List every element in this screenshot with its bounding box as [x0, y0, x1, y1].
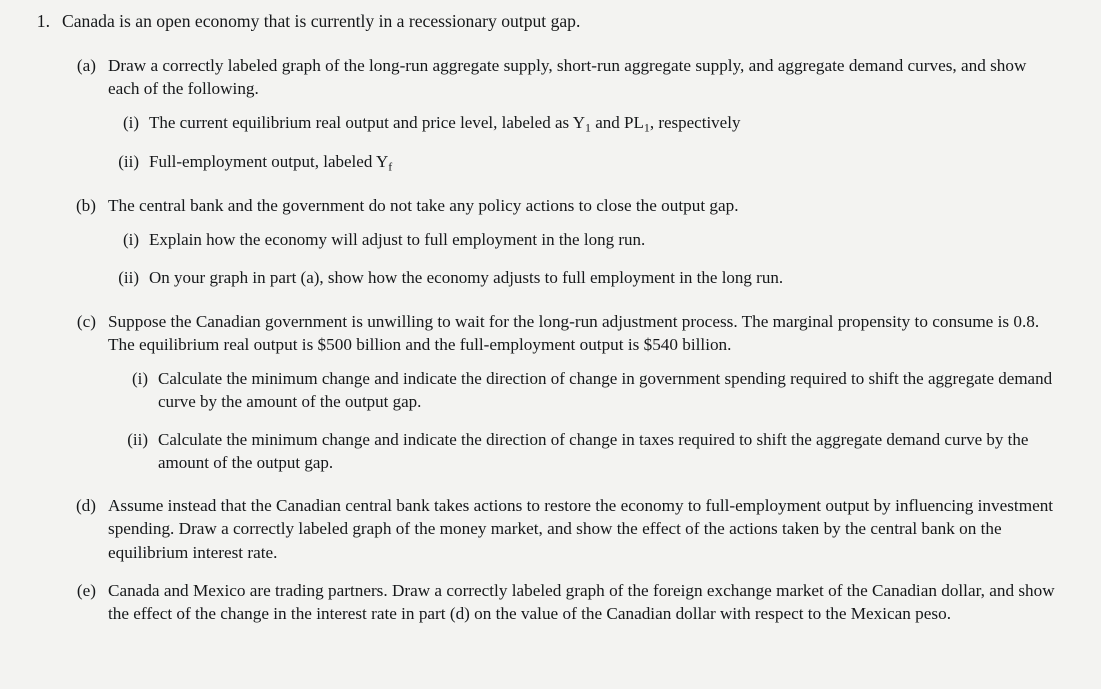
spacer: [0, 174, 1061, 194]
part-c-subpart-i-marker: (i): [131, 368, 148, 388]
question-item-1: [36, 10, 1061, 34]
part-a-subpart-ii: [113, 151, 1061, 174]
part-d: [66, 494, 1061, 563]
part-b-subpart-i: [113, 229, 1061, 252]
part-a-marker: (a): [76, 55, 96, 75]
spacer: [0, 474, 1061, 494]
variable-y1-subscript: 1: [585, 120, 591, 135]
spacer: [0, 34, 1061, 54]
spacer: [0, 252, 1061, 267]
spacer: [0, 136, 1061, 151]
part-c-subpart-ii-marker: (ii): [127, 429, 148, 449]
part-b-subpart-i-marker: (i): [122, 229, 139, 249]
part-d-marker: (d): [75, 496, 96, 516]
spacer: [0, 217, 1061, 229]
part-a-text: Draw a correctly labeled graph of the long-run aggregate supply, short-run aggregate supply, and aggregate demand curves, and show each of the following.: [108, 55, 1027, 99]
part-c-subpart-ii-text: Calculate the minimum change and indicate the direction of change in taxes required to shift the aggregate demand curve by the amount of the output gap.: [158, 429, 1029, 472]
part-b-marker: (b): [75, 195, 96, 215]
part-a-subpart-ii-text: [149, 151, 1061, 174]
spacer: [0, 100, 1061, 112]
part-b-subpart-ii: [113, 267, 1061, 290]
part-a: [66, 54, 1061, 100]
part-b-text: The central bank and the government do not take any policy actions to close the output gap.: [108, 195, 739, 215]
part-b-subpart-ii-text: On your graph in part (a), show how the economy adjusts to full employment in the long run.: [149, 267, 784, 287]
spacer: [0, 290, 1061, 310]
part-e-text: Canada and Mexico are trading partners. Draw a correctly labeled graph of the foreign exchange market of the Canadian dollar, and show the effect of the change in the interest rate in part (d) on the value of the Canadian dollar with respect to the Mexican peso.: [108, 580, 1055, 623]
part-c-subpart-ii: [122, 429, 1061, 475]
variable-y1-base: Y: [572, 113, 586, 133]
variable-y1: [572, 113, 591, 135]
text-after: , respectively: [649, 113, 741, 133]
variable-pl1-subscript: 1: [643, 120, 650, 135]
spacer: [0, 564, 1061, 579]
text-before: The current equilibrium real output and price level, labeled as: [149, 113, 573, 133]
part-e-marker: (e): [76, 580, 96, 600]
question-number: 1.: [36, 11, 50, 31]
part-a-subpart-i-text: [149, 112, 1061, 135]
part-b-subpart-ii-marker: (ii): [118, 267, 139, 287]
spacer: [0, 356, 1061, 368]
part-a-subpart-i-marker: (i): [122, 113, 139, 133]
part-c-marker: (c): [76, 311, 96, 331]
part-a-subpart-ii-marker: (ii): [118, 151, 139, 171]
question-stem: Canada is an open economy that is currently in a recessionary output gap.: [62, 11, 581, 31]
part-c-text: Suppose the Canadian government is unwilling to wait for the long-run adjustment process. The marginal propensity to consume is 0.8. The equilibrium real output is $500 billion and the full-employment output is $540 billion.: [108, 311, 1040, 354]
part-a-subpart-i: [113, 112, 1061, 135]
spacer: [0, 414, 1061, 429]
text-before: Full-employment output, labeled: [149, 151, 376, 171]
part-c: [66, 310, 1061, 356]
part-b-subpart-i-text: Explain how the economy will adjust to full employment in the long run.: [149, 229, 646, 249]
variable-pl1-base: PL: [624, 113, 644, 133]
part-c-subpart-i-text: Calculate the minimum change and indicate the direction of change in government spending required to shift the aggregate demand curve by the amount of the output gap.: [158, 368, 1053, 411]
variable-yf-subscript: f: [388, 158, 393, 173]
part-b: [66, 194, 1061, 217]
variable-yf-base: Y: [375, 151, 389, 171]
part-d-text: Assume instead that the Canadian central bank takes actions to restore the economy to full-employment output by influencing investment spending. Draw a correctly labeled graph of the money market, and show the effect of the actions taken by the central bank on the equilibrium interest rate.: [108, 496, 1054, 562]
part-e: [66, 579, 1061, 625]
text-middle: and: [590, 113, 625, 133]
variable-yf: [376, 152, 392, 171]
part-c-subpart-i: [122, 368, 1061, 414]
variable-pl1: [624, 113, 650, 135]
